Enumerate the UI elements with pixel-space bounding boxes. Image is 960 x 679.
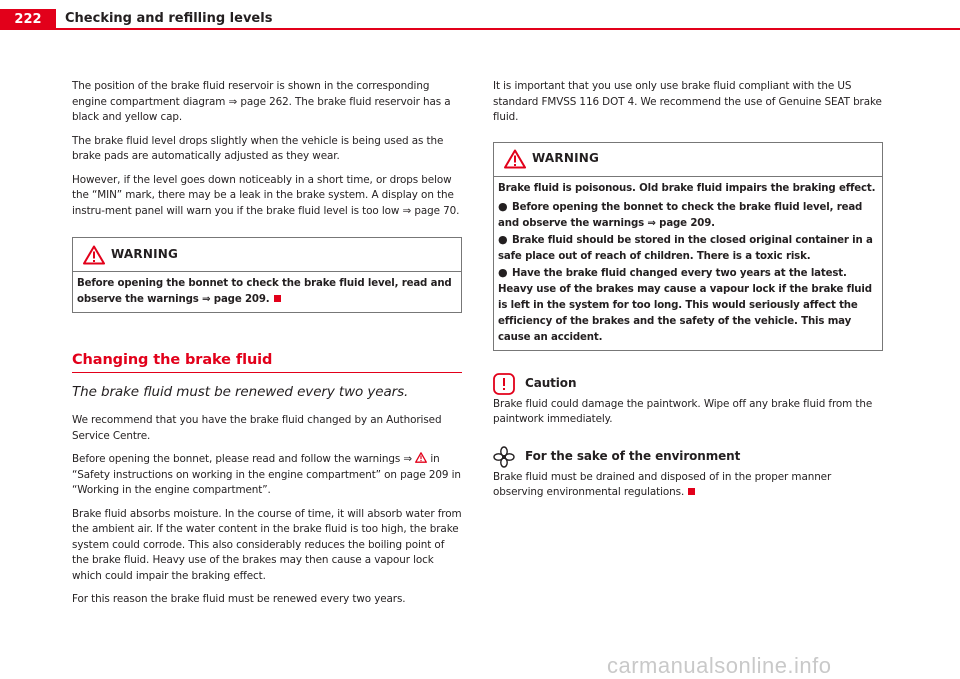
warning-bullet-text: Brake fluid should be stored in the closed original container in a safe place out of reach of children. There is a toxic risk. [498,234,873,262]
warning-body [73,272,461,312]
caution-text: Brake fluid could damage the paintwork. Wipe off any brake fluid from the paintwork immediately. [493,397,873,425]
caution-icon [493,373,515,395]
warning-bullet-text: Before opening the bonnet to check the brake fluid level, read and observe the warnings ⇒ page 209. [498,201,863,229]
end-of-section-icon [274,295,281,302]
warning-header [73,238,461,272]
warning-text: Before opening the bonnet to check the brake fluid level, read and observe the warnings ⇒ page 209. [77,278,452,305]
page-title: Checking and refilling levels [65,11,273,26]
paragraph-reservoir-position: The position of the brake fluid reservoir is shown in the corresponding engine compartment diagram ⇒ page 262. The brake fluid reservoir has a black and yellow cap. [72,80,451,123]
environment-title: For the sake of the environment [525,448,741,463]
section-heading: Changing the brake fluid [72,351,462,373]
bullet-icon: ● [498,232,508,246]
caution-title: Caution [525,375,577,390]
header-rule [56,28,960,30]
warning-bullet [498,199,876,232]
end-of-section-icon [688,488,695,495]
paragraph-leak-warning: However, if the level goes down noticeably in a short time, or drops below the “MIN” mark, there may be a leak in the brake system. A display on the instru-ment panel will warn you if the brake fluid level is too low ⇒ page 70. [72,173,460,217]
paragraph-read-warnings [72,452,462,499]
warning-triangle-icon [415,452,427,463]
paragraph-recommend-service: We recommend that you have the brake fluid changed by an Authorised Service Centre. [72,414,442,442]
warning-box-left [72,237,462,313]
paragraph-fluid-standard: It is important that you use only use brake fluid compliant with the US standard FMVSS 116 DOT 4. We recommend the use of Genuine SEAT brake fluid. [493,80,882,123]
paragraph-level-drops: The brake fluid level drops slightly when the vehicle is being used as the brake pads are automatically adjusted as they wear. [72,134,444,162]
warning-intro: Brake fluid is poisonous. Old brake fluid impairs the braking effect. [498,182,876,194]
environment-text [493,470,883,501]
warning-bullet [498,232,876,265]
warning-header [494,143,882,177]
section-subheading: The brake fluid must be renewed every two years. [72,384,409,400]
warning-title: WARNING [111,246,179,261]
environment-header [493,446,883,468]
page-number: 222 [0,9,56,30]
bullet-icon: ● [498,265,508,279]
warning-box-right [493,142,883,351]
page-header [0,0,960,30]
bullet-icon: ● [498,199,508,213]
warning-triangle-icon [83,245,105,265]
left-column [72,79,462,616]
paragraph-renew: For this reason the brake fluid must be renewed every two years. [72,593,406,605]
warning-bullet [498,265,876,346]
warning-bullet-text: Have the brake fluid changed every two years at the latest. Heavy use of the brakes may cause a vapour lock if the brake fluid is left in the system for too long. This would seriously affect the efficiency of the brakes and the safety of the vehicle. This may cause an accident. [498,267,872,343]
caution-header [493,373,883,395]
right-column [493,79,883,509]
watermark: carmanualsonline.info [607,653,832,678]
warnings-ref-text-continued: in “Safety instructions on working in the engine compartment” on page 209 in “Working in the engine compartment”. [72,453,461,496]
environment-text-body: Brake fluid must be drained and disposed of in the proper manner observing environmental regulations. [493,470,832,498]
warning-title: WARNING [532,151,600,166]
warnings-ref-text: Before opening the bonnet, please read and follow the warnings ⇒ [72,453,412,465]
warning-body [494,177,882,350]
warning-triangle-icon [504,149,526,169]
paragraph-moisture: Brake fluid absorbs moisture. In the course of time, it will absorb water from the ambient air. If the water content in the brake fluid is too high, the brake system could corrode. This also considerably reduces the boiling point of the brake fluid. Heavy use of the brakes may then cause a vapour lock which could impair the braking effect. [72,507,462,582]
environment-icon [493,446,515,468]
